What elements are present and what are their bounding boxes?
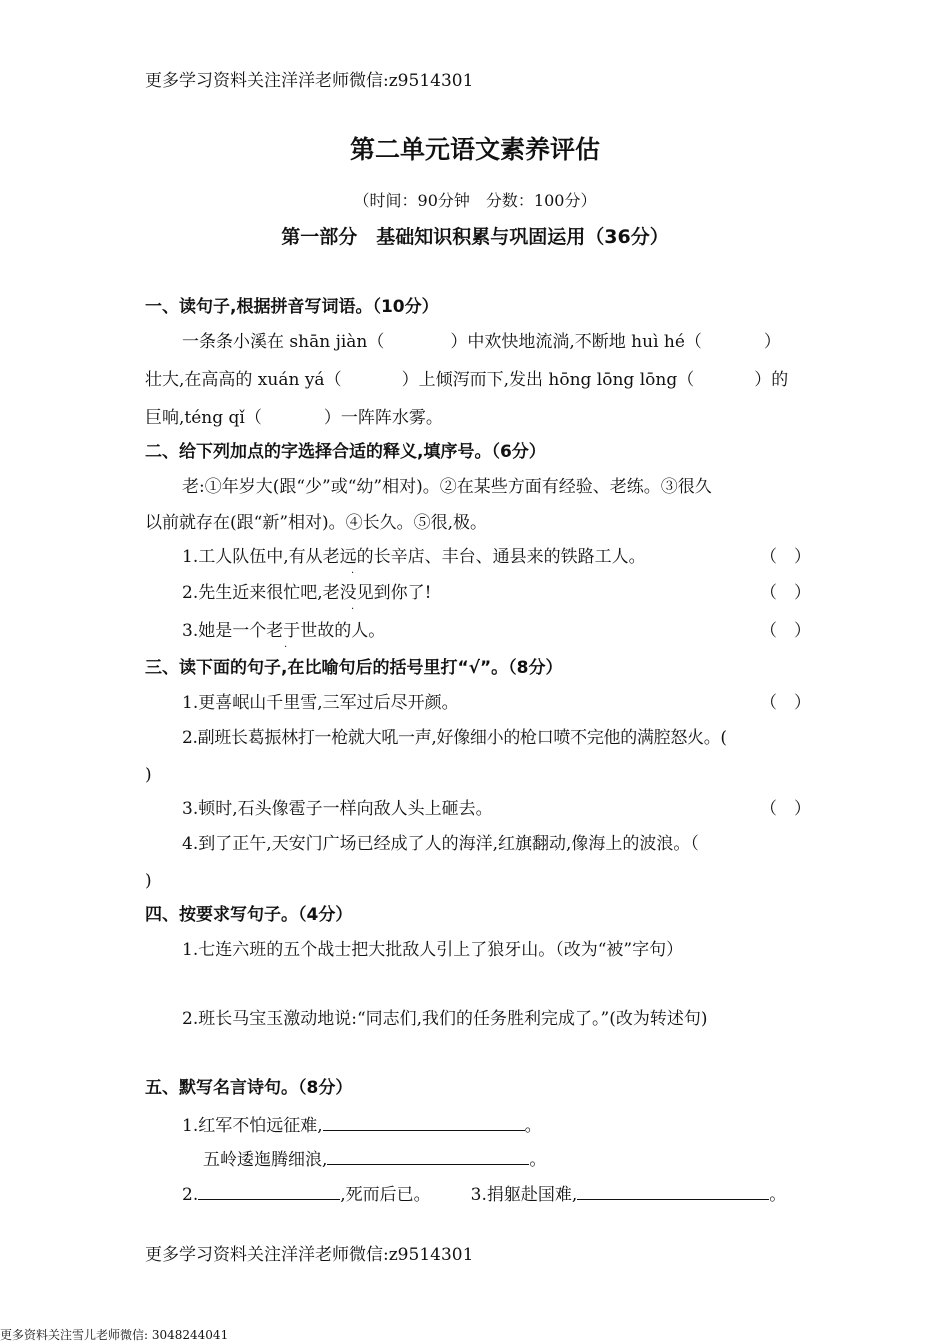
s5-line-3 (182, 1181, 786, 1207)
pinyin-text: 一条条小溪在 shān jiàn（ (182, 332, 385, 352)
poem-text: 3.捐躯赴国难, (470, 1185, 578, 1205)
s5-line-2 (203, 1146, 546, 1172)
definition-line-2: 以前就存在(跟“新”相对)。④长久。⑤很,极。 (145, 513, 488, 533)
poem-text: 2. (182, 1185, 199, 1205)
emphasis-dot: · (284, 642, 288, 653)
period: 。 (529, 1150, 547, 1170)
pinyin-text: ）中欢快地流淌,不断地 huì hé（ (450, 332, 702, 352)
pinyin-text: ）上倾泻而下,发出 hōng lōng lōng（ (401, 370, 695, 390)
section-1-line-2 (145, 368, 788, 392)
s3-question-4-close: ) (145, 871, 152, 891)
poem-text: 1.红军不怕远征难, (182, 1116, 323, 1136)
header-note: 更多学习资料关注洋洋老师微信:z9514301 (145, 71, 474, 91)
fill-blank[interactable] (327, 1146, 529, 1165)
s4-question-2: 2.班长马宝玉激动地说:“同志们,我们的任务胜利完成了。”(改为转述句) (182, 1009, 708, 1029)
answer-paren[interactable]: （ ） (760, 693, 811, 713)
section-1-line-3 (145, 406, 443, 430)
exam-meta: （时间：90分钟 分数：100分） (353, 191, 597, 210)
section-1-heading: 一、读句子,根据拼音写词语。（10分） (145, 297, 439, 317)
emphasis-dot: · (351, 604, 355, 615)
emphasis-dot: · (351, 568, 355, 579)
pinyin-text: 巨响,téng qǐ（ (145, 408, 262, 428)
section-1-line-1 (182, 330, 781, 354)
s3-question-4: 4.到了正午,天安门广场已经成了人的海洋,红旗翻动,像海上的波浪。（ (182, 834, 699, 854)
pinyin-text: ） (763, 332, 781, 352)
answer-paren[interactable]: （ ） (760, 583, 811, 603)
bottom-note: 更多资料关注雪儿老师微信: 3048244041 (0, 1328, 229, 1342)
answer-paren[interactable]: （ ） (760, 547, 811, 567)
s3-question-2: 2.副班长葛振林打一枪就大吼一声,好像细小的枪口喷不完他的满腔怒火。( (182, 728, 727, 748)
poem-text: ,死而后已。 (340, 1185, 431, 1205)
s3-question-2-close: ) (145, 765, 152, 785)
section-5-heading: 五、默写名言诗句。（8分） (145, 1078, 353, 1098)
pinyin-text: 壮大,在高高的 xuán yá（ (145, 370, 342, 390)
page-title: 第二单元语文素养评估 (349, 135, 600, 164)
pinyin-text: ）一阵阵水雾。 (323, 408, 443, 428)
s2-question-1: 1.工人队伍中,有从老远的长辛店、丰台、通县来的铁路工人。 (182, 547, 646, 567)
s4-question-1: 1.七连六班的五个战士把大批敌人引上了狼牙山。（改为“被”字句） (182, 940, 684, 960)
footer-note: 更多学习资料关注洋洋老师微信:z9514301 (145, 1245, 474, 1265)
definition-line-1: 老:①年岁大(跟“少”或“幼”相对)。②在某些方面有经验、老练。③很久 (182, 477, 712, 497)
poem-text: 五岭逶迤腾细浪, (203, 1150, 328, 1170)
section-4-heading: 四、按要求写句子。（4分） (145, 905, 353, 925)
section-2-heading: 二、给下列加点的字选择合适的释义,填序号。（6分） (145, 442, 546, 462)
answer-paren[interactable]: （ ） (760, 799, 811, 819)
s3-question-3: 3.顿时,石头像雹子一样向敌人头上砸去。 (182, 799, 493, 819)
fill-blank[interactable] (323, 1112, 525, 1131)
pinyin-text: ）的 (754, 370, 789, 390)
s5-line-1 (182, 1112, 542, 1138)
answer-paren[interactable]: （ ） (760, 621, 811, 641)
section-3-heading: 三、读下面的句子,在比喻句后的括号里打“√”。（8分） (145, 658, 563, 678)
fill-blank[interactable] (198, 1181, 340, 1200)
s3-question-1: 1.更喜岷山千里雪,三军过后尽开颜。 (182, 693, 459, 713)
part-heading: 第一部分 基础知识积累与巩固运用（36分） (281, 226, 669, 248)
fill-blank[interactable] (577, 1181, 769, 1200)
period: 。 (769, 1185, 787, 1205)
s2-question-2: 2.先生近来很忙吧,老没见到你了! (182, 583, 432, 603)
s2-question-3: 3.她是一个老于世故的人。 (182, 621, 386, 641)
period: 。 (524, 1116, 542, 1136)
